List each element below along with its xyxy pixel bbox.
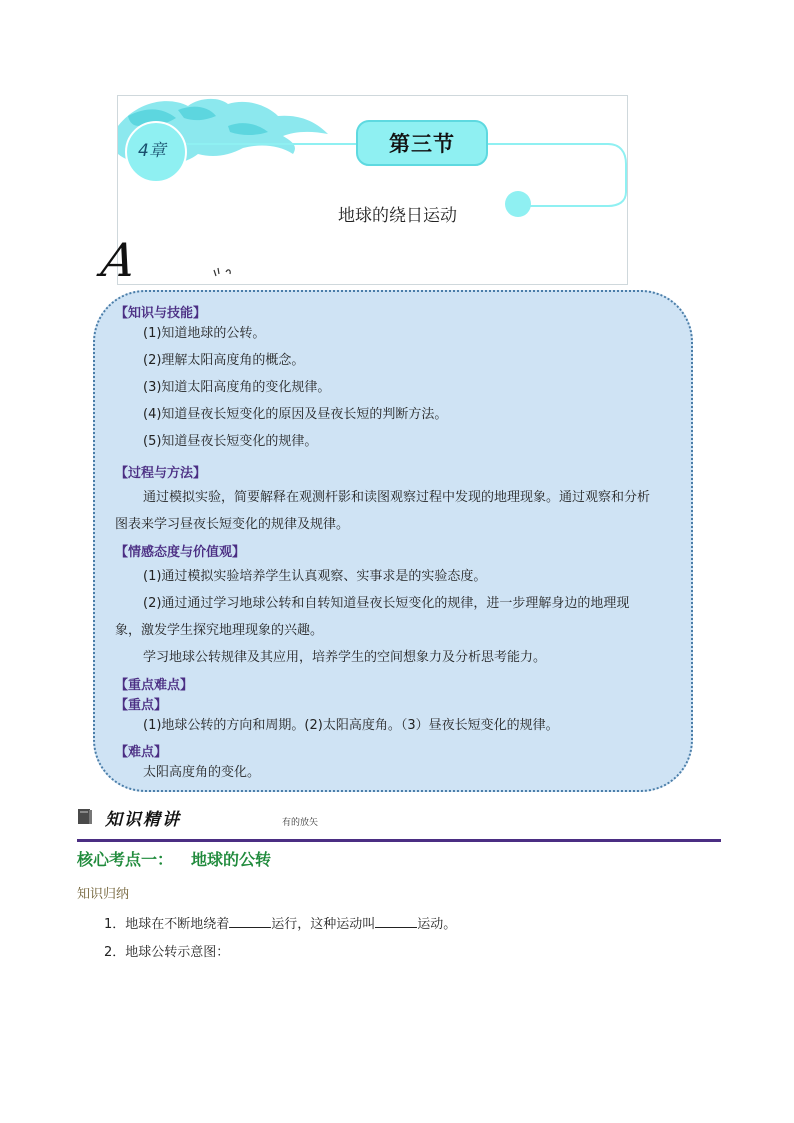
process-methods-text: 通过模拟实验，简要解释在观测杆影和读图观察过程中发现的地理现象。通过观察和分析图表来学习昼夜长短变化的规律及规律。 [115,490,651,532]
attitude-item: (2)通过通过学习地球公转和自转知道昼夜长短变化的规律，进一步理解身边的地理现象，激发学生探究地理现象的兴趣。 [115,596,630,638]
learning-goals-content [115,304,655,790]
core-point-title [77,847,271,870]
core-point-topic: 地球的公转 [191,850,272,869]
question-1-text-a: 1．地球在不断地绕着 [104,917,230,932]
lesson-title: 地球的绕日运动 [338,206,457,226]
section-tagline: 有的放矢 [282,818,319,828]
goal-item: (2)理解太阳高度角的概念。 [143,353,305,368]
knowledge-summary-label: 知识归纳 [77,887,130,902]
goal-item: (3)知道太阳高度角的变化规律。 [143,380,331,395]
attitude-item: 学习地球公转规律及其应用，培养学生的空间想象力及分析思考能力。 [143,650,547,665]
learning-goals-panel [93,290,693,792]
process-methods-heading: 【过程与方法】 [115,466,207,481]
goal-item: (5)知道昼夜长短变化的规律。 [143,434,318,449]
section-header [77,803,721,842]
section-badge [356,120,488,166]
attitude-item: (1)通过模拟实验培养学生认真观察、实事求是的实验态度。 [143,569,487,584]
goal-item: (4)知道昼夜长短变化的原因及昼夜长短的判断方法。 [143,407,448,422]
core-point-label: 核心考点一： [77,850,174,869]
goal-item: (1)知道地球的公转。 [143,326,266,341]
book-icon [77,808,93,826]
answer-blank[interactable] [375,915,417,928]
answer-blank[interactable] [229,915,271,928]
knowledge-skills-heading: 【知识与技能】 [115,306,207,321]
section-label: 第三节 [389,132,455,156]
question-1-text-b: 运行，这种运动叫 [271,917,376,932]
question-1-text-c: 运动。 [417,917,457,932]
key-points-text: (1)地球公转的方向和周期。(2)太阳高度角。（3）昼夜长短变化的规律。 [143,718,559,733]
question-2: 2．地球公转示意图： [104,945,230,960]
key-difficult-heading: 【重点难点】 [115,678,194,693]
question-1 [104,913,456,932]
section-title: 知识精讲 [105,810,181,830]
attitude-values-heading: 【情感态度与价值观】 [115,545,246,560]
chapter-banner [98,95,628,287]
difficulty-heading: 【难点】 [115,745,168,760]
key-points-heading: 【重点】 [115,698,168,713]
decorative-letter: A [98,233,140,287]
chapter-label: 4章 [138,141,166,161]
difficulty-text: 太阳高度角的变化。 [143,765,261,780]
